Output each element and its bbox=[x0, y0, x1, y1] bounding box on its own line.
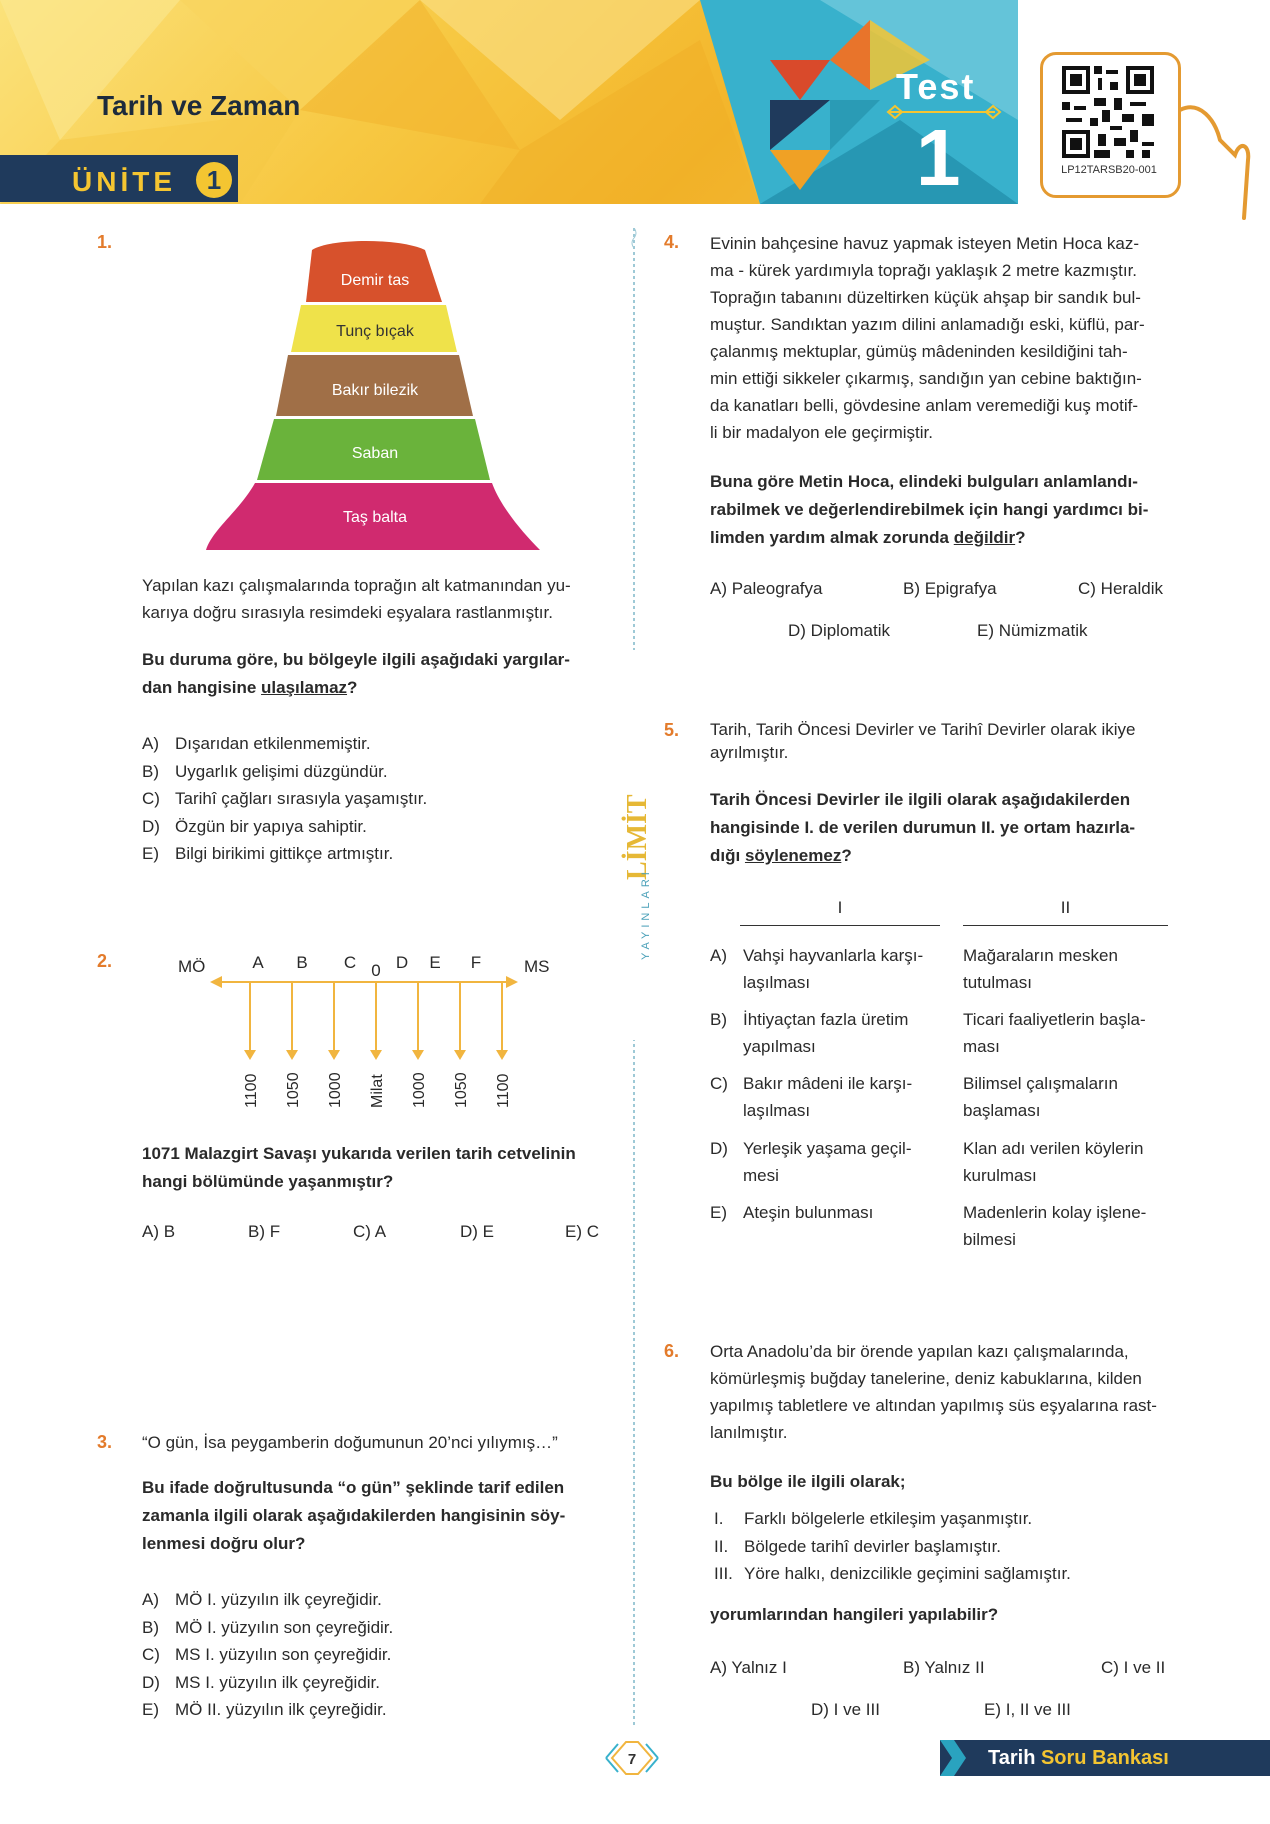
q4-option-b[interactable]: B) Epigrafya bbox=[903, 579, 997, 598]
q3-options bbox=[142, 1586, 393, 1724]
q5-stem bbox=[710, 786, 1180, 870]
option-text: MÖ I. yüzyılın ilk çeyreğidir. bbox=[175, 1590, 382, 1609]
pyramid-layer-5: Taş balta bbox=[342, 509, 408, 526]
option-text: Tarihî çağları sırasıyla yaşamıştır. bbox=[175, 789, 428, 808]
cell-line: laşılması bbox=[743, 973, 811, 992]
q1-stem-text: dan hangisine bbox=[142, 678, 262, 697]
q5-intro bbox=[710, 718, 1180, 764]
cell-line: başlaması bbox=[963, 1101, 1041, 1120]
option-text: MÖ I. yüzyılın son çeyreğidir. bbox=[175, 1617, 394, 1637]
q6-stem: Bu bölge ile ilgili olarak; bbox=[710, 1472, 906, 1491]
cell-line: Bakır mâdeni ile karşı- bbox=[743, 1074, 913, 1093]
pyramid-layer-1: Demir tas bbox=[340, 272, 410, 289]
q1-stem bbox=[142, 646, 612, 702]
option-letter: C) bbox=[142, 1645, 160, 1664]
option-letter: E) bbox=[142, 1700, 159, 1719]
q5-cell-i bbox=[743, 1135, 943, 1189]
option-text: Özgün bir yapıya sahiptir. bbox=[175, 816, 367, 836]
timeline-left-end: MÖ bbox=[178, 957, 206, 976]
q4-text bbox=[710, 230, 1180, 446]
q1-number: 1. bbox=[97, 232, 113, 252]
qr-code-icon[interactable] bbox=[1062, 66, 1154, 158]
q5-number: 5. bbox=[664, 720, 680, 740]
q3-option-d[interactable] bbox=[142, 1669, 393, 1697]
q5-cell-i bbox=[743, 1070, 943, 1124]
option-text: Uygarlık gelişimi düzgündür. bbox=[175, 761, 388, 781]
q4-option-d[interactable]: D) Diplomatik bbox=[788, 621, 891, 640]
q5-cell-ii bbox=[963, 1070, 1183, 1124]
timeline-year: 1050 bbox=[453, 1072, 470, 1108]
q4-text-line: ma - kürek yardımıyla toprağı yaklaşık 2 metre kazmıştır. bbox=[710, 261, 1138, 280]
q6-item bbox=[714, 1505, 1071, 1533]
item-text: Bölgede tarihî devirler başlamıştır. bbox=[744, 1536, 1002, 1556]
timeline-letter: B bbox=[296, 953, 308, 972]
item-number: II. bbox=[714, 1536, 729, 1556]
q4-stem bbox=[710, 468, 1180, 552]
option-text: MS I. yüzyılın ilk çeyreğidir. bbox=[175, 1672, 381, 1692]
timeline-year: 1000 bbox=[411, 1072, 428, 1108]
q3-option-c[interactable] bbox=[142, 1641, 393, 1669]
q3-quote: “O gün, İsa peygamberin doğumunun 20’nci yılıymış…” bbox=[142, 1433, 558, 1452]
cell-line: kurulması bbox=[963, 1166, 1037, 1185]
q3-stem-line: lenmesi doğru olur? bbox=[142, 1534, 306, 1553]
q6-text-line: yapılmış tabletlere ve altından yapılmış süs eşyalarına rast- bbox=[710, 1396, 1157, 1415]
qr-caption: LP12TARSB20-001 bbox=[1061, 164, 1157, 176]
option-letter: E) bbox=[710, 1203, 727, 1222]
q4-text-line: min ettiği sikkeler çıkarmış, sandığın yan cebine baktığın- bbox=[710, 369, 1142, 388]
q4-number: 4. bbox=[664, 232, 680, 252]
unit-number: 1 bbox=[196, 162, 232, 198]
q4-text-line: da kanatları belli, gövdesine anlam veremediği kuş motif- bbox=[710, 396, 1139, 415]
test-number: 1 bbox=[916, 113, 961, 202]
timeline-letter: A bbox=[252, 953, 264, 972]
q1-option-b[interactable] bbox=[142, 758, 427, 786]
cell-line: yapılması bbox=[743, 1037, 816, 1056]
hand-icon bbox=[1180, 100, 1260, 220]
book-title-a: Tarih bbox=[988, 1747, 1041, 1769]
cell-line: Madenlerin kolay işlene- bbox=[963, 1203, 1147, 1222]
publisher-sub: YAYINLARI bbox=[640, 868, 652, 960]
cell-line: Ticari faaliyetlerin başla- bbox=[963, 1010, 1146, 1029]
q6-item bbox=[714, 1560, 1071, 1588]
q5-cell-ii bbox=[963, 1199, 1183, 1253]
item-number: III. bbox=[714, 1564, 733, 1583]
option-letter: B) bbox=[142, 1617, 159, 1637]
q5-cell-i bbox=[743, 1006, 943, 1060]
q6-number: 6. bbox=[664, 1341, 680, 1361]
cell-line: Ateşin bulunması bbox=[743, 1203, 874, 1222]
q4-text-line: çalanmış mektuplar, gümüş mâdeninden kesildiğini tah- bbox=[710, 342, 1128, 361]
q6-items bbox=[714, 1505, 1071, 1588]
q3-stem-line: Bu ifade doğrultusunda “o gün” şeklinde tarif edilen bbox=[142, 1478, 565, 1497]
q4-stem-mark: ? bbox=[1015, 528, 1026, 547]
timeline-year: Milat bbox=[369, 1074, 386, 1108]
q4-stem-underlined: değildir bbox=[953, 528, 1016, 547]
cell-line: Klan adı verilen köylerin bbox=[963, 1139, 1144, 1158]
q6-text bbox=[710, 1338, 1180, 1446]
q4-option-c[interactable]: C) Heraldik bbox=[1078, 579, 1164, 598]
cell-line: Vahşi hayvanlarla karşı- bbox=[743, 946, 924, 965]
q2-timeline bbox=[170, 948, 590, 1118]
q1-option-a[interactable] bbox=[142, 730, 427, 758]
option-letter: B) bbox=[142, 761, 159, 781]
timeline-letter: E bbox=[429, 953, 441, 972]
timeline-letter: F bbox=[470, 953, 482, 972]
book-title bbox=[988, 1747, 1169, 1770]
q4-text-line: Toprağın tabanını düzeltirken küçük ahşap bir sandık bul- bbox=[710, 288, 1141, 307]
q5-stem-underlined: söylenemez bbox=[744, 846, 842, 865]
cell-line: bilmesi bbox=[963, 1230, 1016, 1249]
page-number: 7 bbox=[627, 1751, 637, 1768]
option-letter: A) bbox=[142, 734, 159, 753]
q1-option-c[interactable] bbox=[142, 785, 427, 813]
cell-line: mesi bbox=[743, 1166, 779, 1185]
option-text: Bilgi birikimi gittikçe artmıştır. bbox=[175, 844, 394, 863]
q6-option-c[interactable]: C) I ve II bbox=[1101, 1658, 1166, 1677]
q1-option-e[interactable] bbox=[142, 840, 427, 868]
q5-col-header-ii: II bbox=[1060, 898, 1071, 917]
timeline-year: 1000 bbox=[327, 1072, 344, 1108]
option-letter: C) bbox=[710, 1074, 728, 1093]
q3-stem bbox=[142, 1474, 612, 1558]
q5-cell-ii bbox=[963, 1006, 1183, 1060]
page-number-badge bbox=[598, 1738, 666, 1778]
q1-text-line: Yapılan kazı çalışmalarında toprağın alt katmanından yu- bbox=[142, 576, 571, 595]
q3-option-a[interactable] bbox=[142, 1586, 393, 1614]
q5-intro-line: ayrılmıştır. bbox=[710, 743, 789, 762]
cell-line: Yerleşik yaşama geçil- bbox=[743, 1139, 912, 1158]
timeline-year: 1050 bbox=[285, 1072, 302, 1108]
q1-option-d[interactable] bbox=[142, 813, 427, 841]
q6-option-d[interactable]: D) I ve III bbox=[811, 1700, 880, 1719]
cell-line: Mağaraların mesken bbox=[963, 946, 1118, 965]
cell-line: tutulması bbox=[963, 973, 1032, 992]
test-label: Test bbox=[896, 66, 976, 107]
timeline-year: 1100 bbox=[495, 1073, 512, 1108]
q2-option-d[interactable]: D) E bbox=[460, 1222, 494, 1241]
cell-line: laşılması bbox=[743, 1101, 811, 1120]
q2-stem bbox=[142, 1140, 612, 1196]
q4-stem-text: limden yardım almak zorunda bbox=[710, 528, 954, 547]
option-letter: B) bbox=[710, 1010, 727, 1029]
item-text: Farklı bölgelerle etkileşim yaşanmıştır. bbox=[744, 1509, 1033, 1528]
q6-question: yorumlarından hangileri yapılabilir? bbox=[710, 1605, 999, 1624]
q1-pyramid bbox=[200, 240, 545, 552]
q5-col-header-i: I bbox=[837, 898, 843, 917]
timeline-year: 1100 bbox=[243, 1073, 260, 1108]
option-text: MÖ II. yüzyılın ilk çeyreğidir. bbox=[175, 1700, 387, 1719]
q5-cell-i bbox=[743, 1199, 943, 1226]
q2-option-a[interactable]: A) B bbox=[142, 1222, 176, 1241]
q5-stem-text: dığı bbox=[710, 846, 745, 865]
option-text: Dışarıdan etkilenmemiştir. bbox=[175, 734, 371, 753]
item-number: I. bbox=[714, 1509, 724, 1528]
unit-title: Tarih ve Zaman bbox=[97, 90, 301, 121]
q5-stem-mark: ? bbox=[841, 846, 852, 865]
cell-line: Bilimsel çalışmaların bbox=[963, 1074, 1118, 1093]
q1-stem-underlined: ulaşılamaz bbox=[261, 678, 348, 697]
q5-cell-ii bbox=[963, 1135, 1183, 1189]
option-letter: A) bbox=[710, 946, 727, 965]
q6-option-e[interactable]: E) I, II ve III bbox=[984, 1700, 1071, 1719]
q1-stem-line: Bu duruma göre, bu bölgeyle ilgili aşağıdaki yargılar- bbox=[142, 650, 570, 669]
option-letter: C) bbox=[142, 789, 160, 808]
q5-col-rule-i bbox=[740, 925, 940, 926]
q5-cell-i bbox=[743, 942, 943, 996]
option-letter: E) bbox=[142, 844, 159, 863]
q3-number: 3. bbox=[97, 1432, 113, 1452]
q4-stem-line: rabilmek ve değerlendirebilmek için hangi yardımcı bi- bbox=[710, 500, 1149, 519]
timeline-letter: C bbox=[343, 953, 357, 972]
unit-label: ÜNİTE bbox=[72, 166, 176, 197]
q5-col-rule-ii bbox=[963, 925, 1168, 926]
footer-chevron-icon bbox=[940, 1740, 966, 1776]
q6-item bbox=[714, 1533, 1071, 1561]
q4-option-a[interactable]: A) Paleografya bbox=[710, 579, 823, 598]
q5-cell-ii bbox=[963, 942, 1183, 996]
q3-option-b[interactable] bbox=[142, 1614, 393, 1642]
option-letter: D) bbox=[142, 1672, 160, 1692]
q2-option-c[interactable]: C) A bbox=[353, 1222, 387, 1241]
q2-stem-line: 1071 Malazgirt Savaşı yukarıda verilen tarih cetvelinin bbox=[142, 1144, 576, 1163]
q5-stem-line: hangisinde I. de verilen durumun II. ye ortam hazırla- bbox=[710, 818, 1136, 837]
q6-option-a[interactable]: A) Yalnız I bbox=[710, 1658, 787, 1677]
q1-options bbox=[142, 730, 427, 868]
q2-option-b[interactable]: B) F bbox=[248, 1222, 281, 1241]
q4-text-line: li bir madalyon ele geçirmiştir. bbox=[710, 423, 933, 442]
q4-option-e[interactable]: E) Nümizmatik bbox=[977, 621, 1088, 640]
timeline-letter: D bbox=[395, 953, 409, 972]
q3-stem-line: zamanla ilgili olarak aşağıdakilerden hangisinin söy- bbox=[142, 1506, 566, 1525]
publisher-logo: LİMİT bbox=[622, 794, 653, 880]
cell-line: ması bbox=[963, 1037, 1000, 1056]
option-letter: D) bbox=[710, 1139, 728, 1158]
pyramid-layer-2: Tunç bıçak bbox=[336, 323, 414, 340]
book-title-b: Soru Bankası bbox=[1040, 1747, 1169, 1769]
q4-text-line: Evinin bahçesine havuz yapmak isteyen Metin Hoca kaz- bbox=[710, 234, 1139, 253]
q6-text-line: kömürleşmiş buğday tanelerine, deniz kabuklarına, kilden bbox=[710, 1369, 1142, 1388]
q2-number: 2. bbox=[97, 951, 113, 971]
option-text: MS I. yüzyılın son çeyreğidir. bbox=[175, 1645, 392, 1664]
q1-text-line: karıya doğru sırasıyla resimdeki eşyalara rastlanmıştır. bbox=[142, 603, 553, 622]
pyramid-layer-4: Saban bbox=[351, 445, 399, 462]
timeline-right-end: MS bbox=[524, 957, 550, 976]
item-text: Yöre halkı, denizcilikle geçimini sağlamıştır. bbox=[744, 1564, 1071, 1583]
q4-text-line: muştur. Sandıktan yazım dilini anlamadığı eski, küflü, par- bbox=[710, 315, 1145, 334]
q6-option-b[interactable]: B) Yalnız II bbox=[903, 1658, 985, 1677]
q1-stem-mark: ? bbox=[347, 678, 358, 697]
option-letter: A) bbox=[142, 1590, 159, 1609]
q3-option-e[interactable] bbox=[142, 1696, 393, 1724]
q6-text-line: lanılmıştır. bbox=[710, 1423, 788, 1442]
pyramid-layer-3: Bakır bilezik bbox=[331, 382, 419, 399]
q2-stem-line: hangi bölümünde yaşanmıştır? bbox=[142, 1172, 394, 1191]
q5-intro-line: Tarih, Tarih Öncesi Devirler ve Tarihî Devirler olarak ikiye bbox=[710, 720, 1136, 739]
option-letter: D) bbox=[142, 816, 160, 836]
q5-stem-line: Tarih Öncesi Devirler ile ilgili olarak aşağıdakilerden bbox=[710, 790, 1131, 809]
timeline-zero: 0 bbox=[371, 961, 381, 980]
q4-stem-line: Buna göre Metin Hoca, elindeki bulguları anlamlandı- bbox=[710, 472, 1138, 491]
cell-line: İhtiyaçtan fazla üretim bbox=[743, 1010, 909, 1029]
q2-option-e[interactable]: E) C bbox=[565, 1222, 599, 1241]
q6-text-line: Orta Anadolu’da bir örende yapılan kazı çalışmalarında, bbox=[710, 1342, 1129, 1361]
q1-text bbox=[142, 572, 612, 626]
